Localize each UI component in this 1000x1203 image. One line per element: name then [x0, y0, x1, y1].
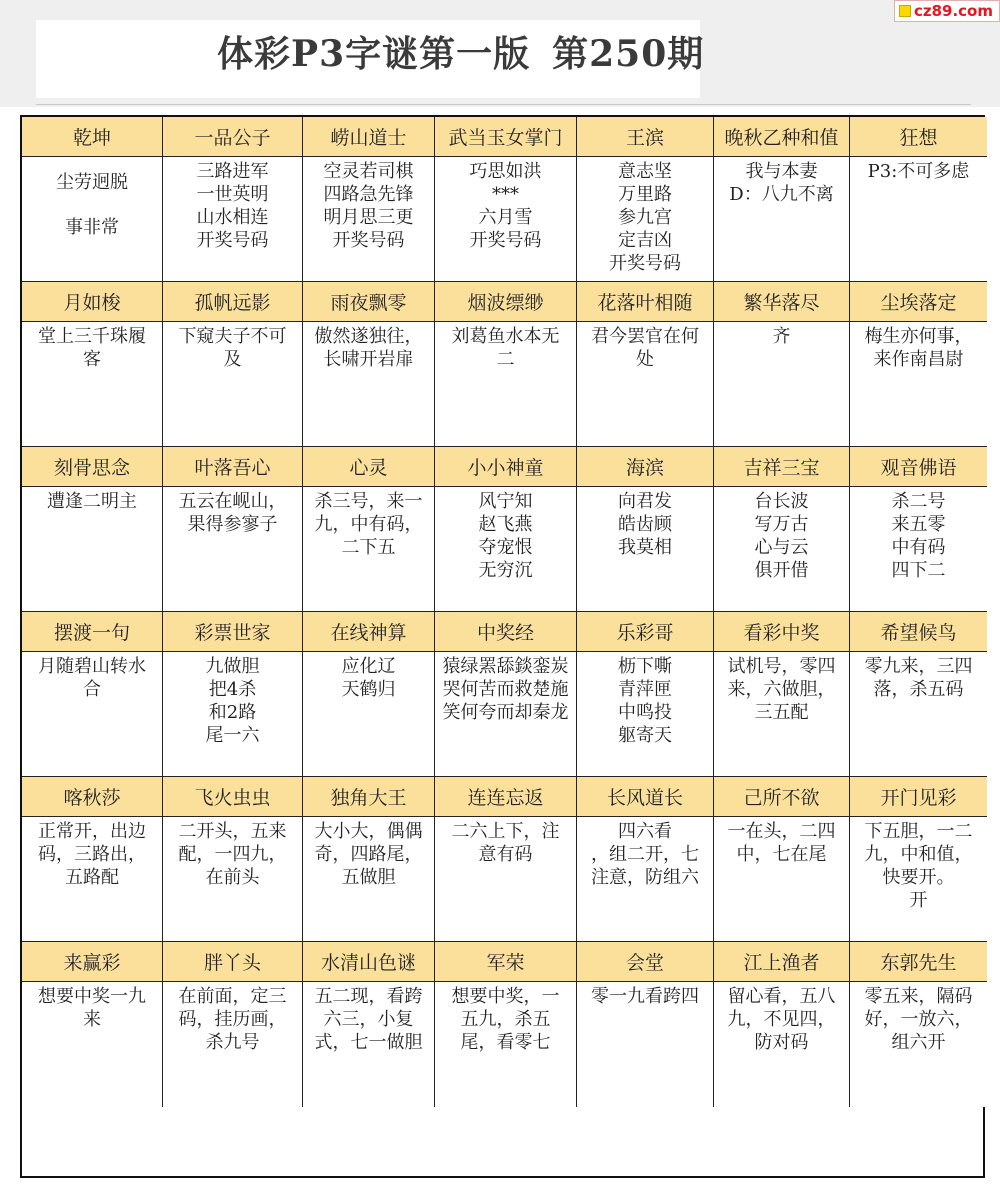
- puzzle-clue: [577, 157, 714, 282]
- clue-line: 开奖号码: [469, 230, 542, 251]
- puzzle-title: 乾坤: [22, 117, 163, 157]
- clue-line: 开奖号码: [196, 230, 269, 251]
- clue-line: 下窥夫子不可: [178, 326, 287, 347]
- clue-line: D：八九不离: [729, 184, 834, 205]
- clue-line: 防对码: [754, 1032, 809, 1053]
- clue-line: 刘葛鱼水本无: [451, 326, 560, 347]
- puzzle-clue: [163, 817, 303, 942]
- puzzle-title: 长风道长: [577, 777, 714, 817]
- clue-line: 零一九看跨四: [591, 986, 699, 1007]
- puzzle-clue: [163, 322, 303, 447]
- puzzle-title: 摆渡一句: [22, 612, 163, 652]
- puzzle-title: 一品公子: [163, 117, 303, 157]
- puzzle-title: 喀秋莎: [22, 777, 163, 817]
- clue-line: 五做胆: [341, 867, 396, 888]
- clue-line: 九，中和值，: [864, 844, 973, 865]
- clue-line: 留心看，五八: [727, 986, 836, 1007]
- clue-line: 四路急先锋: [323, 184, 414, 205]
- clue-line: 五九，杀五: [460, 1009, 551, 1030]
- clue-line: 零五来，隔码: [864, 986, 973, 1007]
- clue-line: 杀二号: [891, 491, 946, 512]
- puzzle-clue: [22, 652, 163, 777]
- clue-line: 枥下嘶: [618, 656, 672, 677]
- clue-line: 合: [83, 679, 101, 700]
- puzzle-clue: [22, 487, 163, 612]
- puzzle-clue: [303, 982, 435, 1107]
- clue-line: 五路配: [65, 867, 119, 888]
- clue-line: 猿绿罴舔錟銮炭: [442, 656, 569, 677]
- puzzle-title: 武当玉女掌门: [435, 117, 577, 157]
- puzzle-title: 军荣: [435, 942, 577, 982]
- puzzle-clue: [303, 652, 435, 777]
- clue-line: 在前头: [205, 867, 260, 888]
- puzzle-clue: [850, 817, 987, 942]
- clue-line: 中，七在尾: [736, 844, 827, 865]
- puzzle-title: 尘埃落定: [850, 282, 987, 322]
- puzzle-clue: [163, 652, 303, 777]
- clue-line: 落，杀五码: [873, 679, 964, 700]
- clue-line: 来，六做胆，: [727, 679, 836, 700]
- puzzle-title: 会堂: [577, 942, 714, 982]
- puzzle-clue: [850, 487, 987, 612]
- clue-line: 意志坚: [618, 161, 672, 182]
- puzzle-title: 希望候鸟: [850, 612, 987, 652]
- clue-line: 五二现，看跨: [314, 986, 423, 1007]
- clue-line: 尘劳迥脱: [56, 172, 128, 193]
- clue-line: 尾，看零七: [460, 1032, 551, 1053]
- puzzle-title: 开门见彩: [850, 777, 987, 817]
- clue-line: 正常开，出边: [38, 821, 146, 842]
- clue-line: 来: [83, 1009, 101, 1030]
- puzzle-clue: [577, 817, 714, 942]
- puzzle-title: 心灵: [303, 447, 435, 487]
- clue-line: 好，一放六，: [864, 1009, 973, 1030]
- clue-line: 大小大，偶偶: [314, 821, 423, 842]
- puzzle-title: 胖丫头: [163, 942, 303, 982]
- clue-line: 码，三路出，: [38, 844, 146, 865]
- puzzle-clue: [714, 817, 850, 942]
- puzzle-title: 海滨: [577, 447, 714, 487]
- puzzle-table: [20, 115, 985, 1178]
- clue-line: 傲然遂独往，: [314, 326, 423, 347]
- puzzle-title: 江上渔者: [714, 942, 850, 982]
- clue-line: 中鸣投: [618, 702, 672, 723]
- puzzle-clue: [22, 322, 163, 447]
- clue-line: 式，七一做胆: [314, 1032, 423, 1053]
- puzzle-title: 飞火虫虫: [163, 777, 303, 817]
- puzzle-clue: [577, 322, 714, 447]
- puzzle-clue: [850, 652, 987, 777]
- clue-line: 定吉凶: [618, 230, 672, 251]
- issue-number: 第250期: [552, 33, 705, 75]
- clue-line: 码，挂历画，: [178, 1009, 287, 1030]
- clue-line: 万里路: [618, 184, 672, 205]
- clue-line: 向君发: [618, 491, 672, 512]
- clue-line: 天鹤归: [341, 679, 396, 700]
- puzzle-title: 连连忘返: [435, 777, 577, 817]
- puzzle-clue: [163, 157, 303, 282]
- clue-line: 杀三号，来一: [314, 491, 423, 512]
- puzzle-clue: [577, 652, 714, 777]
- clue-line: 齐: [772, 326, 791, 347]
- puzzle-clue: [303, 487, 435, 612]
- puzzle-title: 看彩中奖: [714, 612, 850, 652]
- clue-line: 心与云: [754, 537, 809, 558]
- clue-line: 及: [223, 349, 242, 370]
- clue-line: 一世英明: [196, 184, 269, 205]
- square-icon: [899, 5, 911, 17]
- clue-line: 君今罢官在何: [591, 326, 699, 347]
- clue-line: 长啸开岩扉: [323, 349, 414, 370]
- clue-line: 笑何夸而却秦龙: [442, 702, 569, 723]
- clue-line: 青萍匣: [618, 679, 672, 700]
- puzzle-clue: [303, 322, 435, 447]
- puzzle-title: 花落叶相随: [577, 282, 714, 322]
- puzzle-title: 烟波缥缈: [435, 282, 577, 322]
- page-title: [217, 26, 704, 77]
- clue-line: 试机号，零四: [727, 656, 836, 677]
- puzzle-clue: [435, 982, 577, 1107]
- puzzle-title: 吉祥三宝: [714, 447, 850, 487]
- clue-line: 配，一四九，: [178, 844, 287, 865]
- puzzle-title: 狂想: [850, 117, 987, 157]
- clue-line: 杀九号: [205, 1032, 260, 1053]
- site-watermark: [894, 0, 1000, 22]
- clue-line: 四下二: [891, 560, 946, 581]
- clue-line: 堂上三千珠履: [38, 326, 146, 347]
- clue-line: 开: [909, 890, 928, 911]
- puzzle-clue: [22, 817, 163, 942]
- watermark-text: cz89.com: [913, 2, 993, 20]
- puzzle-clue: [435, 652, 577, 777]
- puzzle-clue: [714, 157, 850, 282]
- puzzle-clue: [435, 817, 577, 942]
- clue-line: 二: [496, 349, 515, 370]
- clue-line: 应化辽: [341, 656, 396, 677]
- puzzle-title: 中奖经: [435, 612, 577, 652]
- clue-line: 尾一六: [205, 725, 260, 746]
- clue-line: 组六开: [891, 1032, 946, 1053]
- puzzle-title: 观音佛语: [850, 447, 987, 487]
- clue-line: 注意，防组六: [591, 867, 699, 888]
- puzzle-clue: [850, 157, 987, 282]
- clue-line: 奇，四路尾，: [314, 844, 423, 865]
- puzzle-title: 晚秋乙种和值: [714, 117, 850, 157]
- puzzle-clue: [303, 157, 435, 282]
- clue-line: 遭逢二明主: [47, 491, 137, 512]
- clue-line: P3:不可多虑: [867, 161, 970, 182]
- clue-line: 夺宠恨: [478, 537, 533, 558]
- puzzle-title: 水清山色谜: [303, 942, 435, 982]
- clue-line: 二六上下，注: [451, 821, 560, 842]
- puzzle-title: 在线神算: [303, 612, 435, 652]
- clue-line: 梅生亦何事，: [864, 326, 973, 347]
- puzzle-title: 月如梭: [22, 282, 163, 322]
- puzzle-title: 孤帆远影: [163, 282, 303, 322]
- clue-line: 开奖号码: [332, 230, 405, 251]
- puzzle-clue: [435, 322, 577, 447]
- puzzle-title: 叶落吾心: [163, 447, 303, 487]
- clue-line: 和2路: [208, 702, 257, 723]
- clue-line: 台长波: [754, 491, 809, 512]
- clue-line: 客: [83, 349, 101, 370]
- clue-line: 把4杀: [208, 679, 257, 700]
- puzzle-clue: [714, 487, 850, 612]
- clue-line: 月随碧山转水: [38, 656, 146, 677]
- puzzle-title: 崂山道士: [303, 117, 435, 157]
- puzzle-title: 乐彩哥: [577, 612, 714, 652]
- puzzle-clue: [435, 157, 577, 282]
- puzzle-clue: [303, 817, 435, 942]
- clue-line: 明月思三更: [323, 207, 414, 228]
- clue-line: 想要中奖一九: [38, 986, 146, 1007]
- puzzle-clue: [22, 982, 163, 1107]
- puzzle-clue: [714, 982, 850, 1107]
- puzzle-clue: [577, 982, 714, 1107]
- clue-line: 躯寄天: [618, 725, 672, 746]
- clue-line: 处: [636, 349, 654, 370]
- clue-line: 果得参寥子: [187, 514, 278, 535]
- puzzle-clue: [714, 322, 850, 447]
- clue-line: 来五零: [891, 514, 946, 535]
- clue-line: 哭何苦而救楚施: [442, 679, 569, 700]
- puzzle-title: 东郭先生: [850, 942, 987, 982]
- clue-line: ***: [492, 184, 519, 205]
- clue-line: 写万古: [754, 514, 809, 535]
- clue-line: [24, 194, 160, 216]
- puzzle-clue: [163, 982, 303, 1107]
- clue-line: 快要开。: [882, 867, 955, 888]
- clue-line: 赵飞燕: [478, 514, 533, 535]
- clue-line: 四六看: [618, 821, 672, 842]
- puzzle-clue: [22, 157, 163, 282]
- puzzle-clue: [714, 652, 850, 777]
- clue-line: 开奖号码: [609, 253, 681, 274]
- puzzle-title: 雨夜飘零: [303, 282, 435, 322]
- clue-line: 中有码: [891, 537, 946, 558]
- puzzle-title: 己所不欲: [714, 777, 850, 817]
- clue-line: 下五胆，一二: [864, 821, 973, 842]
- clue-line: 来作南昌尉: [873, 349, 964, 370]
- clue-line: 俱开借: [754, 560, 809, 581]
- puzzle-title: 刻骨思念: [22, 447, 163, 487]
- puzzle-clue: [577, 487, 714, 612]
- puzzle-title: 彩票世家: [163, 612, 303, 652]
- puzzle-clue: [435, 487, 577, 612]
- puzzle-title: 来赢彩: [22, 942, 163, 982]
- clue-line: 三路进军: [196, 161, 269, 182]
- clue-line: 山水相连: [196, 207, 269, 228]
- clue-line: 一在头，二四: [727, 821, 836, 842]
- puzzle-title: 小小神童: [435, 447, 577, 487]
- clue-line: 六月雪: [478, 207, 533, 228]
- clue-line: 无穷沉: [478, 560, 533, 581]
- clue-line: 我与本妻: [745, 161, 818, 182]
- clue-line: 二下五: [341, 537, 396, 558]
- clue-line: 风宁知: [478, 491, 533, 512]
- clue-line: 九，中有码，: [314, 514, 423, 535]
- puzzle-clue: [850, 982, 987, 1107]
- clue-line: 三五配: [754, 702, 809, 723]
- clue-line: 空灵若司棋: [323, 161, 414, 182]
- clue-line: 九，不见四，: [727, 1009, 836, 1030]
- clue-line: 九做胆: [205, 656, 260, 677]
- clue-line: 二开头，五来: [178, 821, 287, 842]
- puzzle-title: 繁华落尽: [714, 282, 850, 322]
- clue-line: 六三，小复: [323, 1009, 414, 1030]
- clue-line: 在前面，定三: [178, 986, 287, 1007]
- puzzle-title: 王滨: [577, 117, 714, 157]
- clue-line: 五云在岘山，: [178, 491, 287, 512]
- divider: [36, 104, 971, 105]
- clue-line: 零九来，三四: [864, 656, 973, 677]
- clue-line: 皓齿顾: [618, 514, 672, 535]
- clue-line: 事非常: [65, 217, 119, 238]
- clue-line: 我莫相: [618, 537, 672, 558]
- clue-line: 意有码: [478, 844, 533, 865]
- puzzle-clue: [850, 322, 987, 447]
- puzzle-clue: [163, 487, 303, 612]
- clue-line: ，组二开，七: [591, 844, 699, 865]
- clue-line: 巧思如洪: [469, 161, 542, 182]
- clue-line: 想要中奖，一: [451, 986, 560, 1007]
- clue-line: 参九宫: [618, 207, 672, 228]
- title-text: 体彩P3字谜第一版: [217, 33, 531, 75]
- puzzle-title: 独角大王: [303, 777, 435, 817]
